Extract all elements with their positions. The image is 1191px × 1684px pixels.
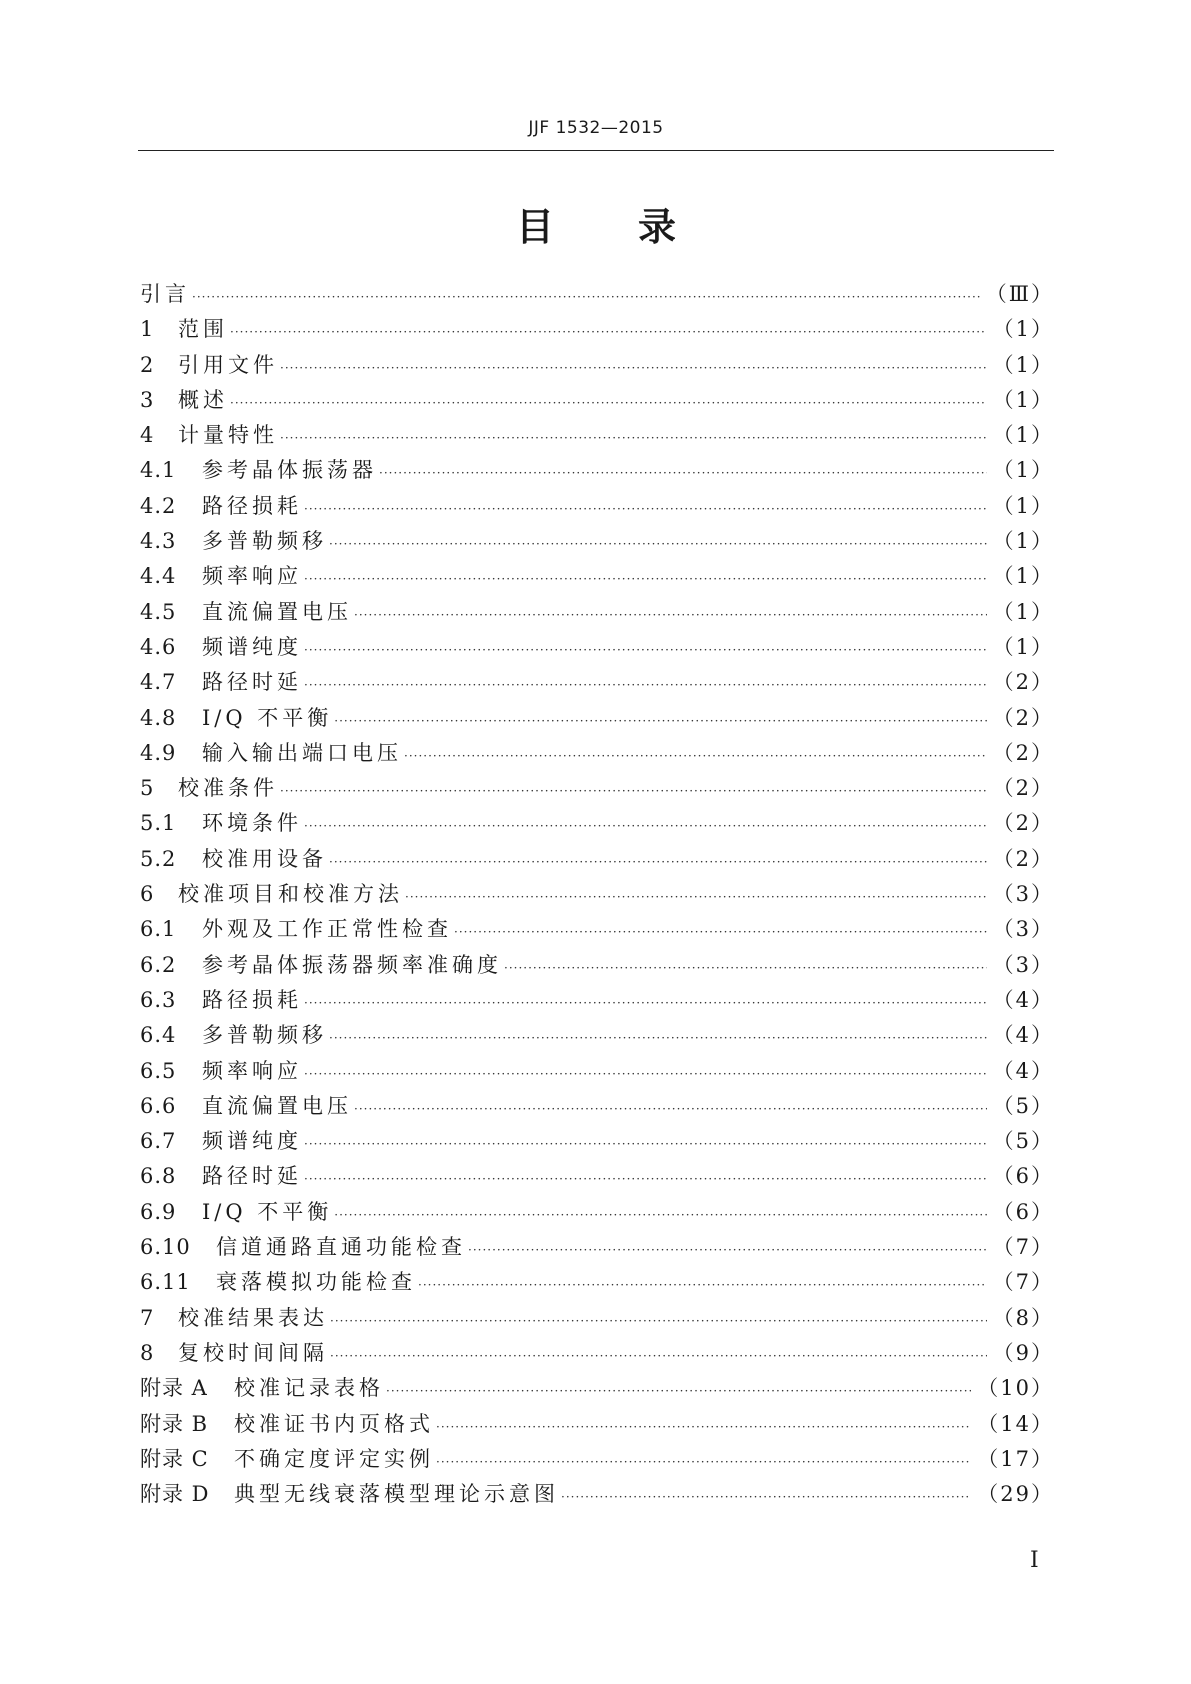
toc-entry[interactable]	[140, 1090, 1054, 1125]
toc-entry[interactable]	[140, 1125, 1054, 1160]
toc-entry-number: 6.1	[140, 917, 177, 942]
toc-dot-leader	[230, 325, 987, 339]
toc-entry-label: 频谱纯度	[202, 634, 302, 659]
toc-entry-number: 7	[140, 1305, 155, 1330]
toc-entry-number: 6.11	[140, 1270, 191, 1295]
toc-title-char-2: 录	[638, 205, 677, 249]
toc-entry[interactable]	[140, 1478, 1054, 1513]
toc-entry-page: （1）	[992, 423, 1054, 448]
toc-entry-label: 参考晶体振荡器频率准确度	[202, 952, 502, 977]
toc-entry-label: 参考晶体振荡器	[202, 458, 377, 483]
toc-entry-page: （5）	[992, 1129, 1054, 1154]
toc-entry-page: （2）	[992, 670, 1054, 695]
toc-entry-label: 范围	[178, 317, 228, 342]
toc-entry-page: （4）	[992, 1058, 1054, 1083]
toc-entry-page: （1）	[992, 387, 1054, 412]
toc-entry-label: 校准结果表达	[178, 1305, 328, 1330]
toc-entry-label: I/Q 不平衡	[202, 1199, 333, 1224]
toc-entry[interactable]	[140, 631, 1054, 666]
toc-entry-page: （1）	[992, 564, 1054, 589]
toc-entry-number: 6.9	[140, 1199, 177, 1224]
toc-dot-leader	[334, 714, 986, 728]
toc-entry-number: 6	[140, 882, 155, 907]
toc-dot-leader	[330, 1314, 987, 1328]
toc-entry-label: 多普勒频移	[202, 529, 327, 554]
toc-entry-page: （4）	[992, 1023, 1054, 1048]
header-rule	[138, 150, 1054, 151]
toc-entry-number: 8	[140, 1340, 155, 1365]
toc-entry-label: 外观及工作正常性检查	[202, 917, 452, 942]
toc-entry-page: （1）	[992, 599, 1054, 624]
toc-dot-leader	[192, 290, 980, 304]
toc-entry-label: 复校时间间隔	[178, 1340, 328, 1365]
toc-entry-page: （1）	[992, 634, 1054, 659]
toc-entry-label: 校准用设备	[202, 846, 327, 871]
toc-entry-label: I/Q 不平衡	[202, 705, 333, 730]
toc-entry-label: 环境条件	[202, 811, 302, 836]
toc-entry-label: 多普勒频移	[202, 1023, 327, 1048]
toc-entry[interactable]	[140, 772, 1054, 807]
toc-entry-label: 概述	[178, 387, 228, 412]
toc-dot-leader	[304, 819, 987, 833]
toc-entry-number: 3	[140, 387, 155, 412]
toc-entry-label: 输入输出端口电压	[202, 740, 402, 765]
toc-entry-label: 不确定度评定实例	[234, 1446, 434, 1471]
toc-entry-number: 5	[140, 776, 155, 801]
toc-dot-leader	[230, 396, 987, 410]
toc-title-char-1: 目	[515, 205, 554, 249]
toc-entry-number: 附录 C	[140, 1446, 209, 1471]
toc-dot-leader	[405, 890, 987, 904]
toc-entry-label: 路径损耗	[202, 987, 302, 1012]
toc-entry-label: 路径时延	[202, 1164, 302, 1189]
toc-entry-number: 6.4	[140, 1023, 177, 1048]
toc-dot-leader	[468, 1243, 987, 1257]
toc-dot-leader	[436, 1420, 971, 1434]
toc-entry[interactable]	[140, 419, 1054, 454]
toc-entry-page: （2）	[992, 705, 1054, 730]
toc-dot-leader	[304, 1172, 987, 1186]
toc-entry-page: （7）	[992, 1235, 1054, 1260]
toc-entry-number: 6.3	[140, 987, 177, 1012]
toc-entry-label: 频谱纯度	[202, 1129, 302, 1154]
toc-entry-number: 4.8	[140, 705, 177, 730]
toc-entry-label: 衰落模拟功能检查	[216, 1270, 416, 1295]
toc-dot-leader	[304, 996, 987, 1010]
toc-entry-number: 6.2	[140, 952, 177, 977]
toc-entry-number: 6.5	[140, 1058, 177, 1083]
toc-entry-label: 路径损耗	[202, 493, 302, 518]
toc-dot-leader	[354, 1102, 987, 1116]
toc-entry-page: （14）	[977, 1411, 1054, 1436]
toc-entry[interactable]	[140, 384, 1054, 419]
toc-entry[interactable]	[140, 1160, 1054, 1195]
toc-dot-leader	[329, 1031, 987, 1045]
toc-entry-label: 引用文件	[178, 352, 278, 377]
toc-entry-page: （10）	[977, 1376, 1054, 1401]
toc-dot-leader	[354, 608, 987, 622]
toc-entry[interactable]	[140, 807, 1054, 842]
toc-dot-leader	[386, 1384, 971, 1398]
toc-entry-number: 4.4	[140, 564, 177, 589]
toc-entry-label: 典型无线衰落模型理论示意图	[234, 1482, 559, 1507]
toc-entry-label: 校准项目和校准方法	[178, 882, 403, 907]
toc-dot-leader	[304, 678, 987, 692]
toc-dot-leader	[329, 537, 987, 551]
toc-entry-page: （6）	[992, 1164, 1054, 1189]
toc-entry[interactable]	[140, 490, 1054, 525]
toc-dot-leader	[304, 1067, 987, 1081]
toc-entry-label: 校准记录表格	[234, 1376, 384, 1401]
toc-entry-number: 5.1	[140, 811, 177, 836]
toc-entry[interactable]	[140, 349, 1054, 384]
toc-entry-label: 信道通路直通功能检查	[216, 1235, 466, 1260]
toc-entry[interactable]	[140, 666, 1054, 701]
toc-entry[interactable]	[140, 984, 1054, 1019]
toc-entry[interactable]	[140, 525, 1054, 560]
toc-entry-label: 频率响应	[202, 1058, 302, 1083]
toc-dot-leader	[304, 1137, 987, 1151]
toc-entry-number: 4	[140, 423, 155, 448]
toc-entry-page: （1）	[992, 458, 1054, 483]
toc-entry[interactable]	[140, 949, 1054, 984]
toc-entry-label: 计量特性	[178, 423, 278, 448]
toc-entry-number: 附录 B	[140, 1411, 209, 1436]
toc-entry[interactable]	[140, 1055, 1054, 1090]
toc-entry[interactable]	[140, 1372, 1054, 1407]
toc-entry[interactable]	[140, 1337, 1054, 1372]
toc-entry[interactable]	[140, 454, 1054, 489]
toc-entry-label: 引言	[140, 282, 190, 306]
toc-entry[interactable]	[140, 737, 1054, 772]
toc-entry[interactable]	[140, 278, 1054, 313]
toc-entry[interactable]	[140, 702, 1054, 737]
page-number: Ⅰ	[1030, 1548, 1039, 1573]
toc-entry-number: 6.6	[140, 1093, 177, 1118]
toc-entry-number: 4.9	[140, 740, 177, 765]
toc-entry-page: （3）	[992, 952, 1054, 977]
toc-entry[interactable]	[140, 1231, 1054, 1266]
toc-entry[interactable]	[140, 878, 1054, 913]
toc-dot-leader	[304, 502, 987, 516]
toc-entry-number: 4.3	[140, 529, 177, 554]
toc-entry-label: 直流偏置电压	[202, 1093, 352, 1118]
toc-entry-page: （8）	[992, 1305, 1054, 1330]
toc-dot-leader	[436, 1455, 971, 1469]
toc-entry[interactable]	[140, 313, 1054, 348]
toc-entry-page: （2）	[992, 776, 1054, 801]
toc-dot-leader	[330, 1349, 987, 1363]
toc-entry[interactable]	[140, 1302, 1054, 1337]
toc-entry-number: 6.10	[140, 1235, 191, 1260]
toc-entry-label: 路径时延	[202, 670, 302, 695]
toc-entry[interactable]	[140, 913, 1054, 948]
toc-entry-number: 5.2	[140, 846, 177, 871]
document-code-header: JJF 1532—2015	[528, 118, 664, 138]
toc-entry[interactable]	[140, 596, 1054, 631]
toc-dot-leader	[280, 431, 987, 445]
toc-dot-leader	[334, 1208, 986, 1222]
toc-entry-page: （4）	[992, 987, 1054, 1012]
toc-entry-page: （Ⅲ）	[985, 282, 1054, 306]
toc-entry-page: （29）	[977, 1482, 1054, 1507]
toc-dot-leader	[404, 749, 987, 763]
toc-entry-label: 频率响应	[202, 564, 302, 589]
toc-dot-leader	[379, 466, 987, 480]
toc-entry[interactable]	[140, 1196, 1054, 1231]
toc-dot-leader	[561, 1490, 971, 1504]
toc-entry-page: （9）	[992, 1340, 1054, 1365]
toc-entry-number: 4.1	[140, 458, 177, 483]
toc-dot-leader	[280, 784, 987, 798]
toc-entry-page: （1）	[992, 352, 1054, 377]
toc-entry-number: 6.8	[140, 1164, 177, 1189]
toc-entry[interactable]	[140, 1266, 1054, 1301]
toc-dot-leader	[304, 643, 987, 657]
toc-entry-page: （7）	[992, 1270, 1054, 1295]
toc-title	[138, 196, 1054, 251]
table-of-contents	[140, 278, 1054, 1513]
toc-dot-leader	[504, 961, 987, 975]
toc-entry-number: 4.7	[140, 670, 177, 695]
toc-entry-number: 6.7	[140, 1129, 177, 1154]
toc-entry[interactable]	[140, 1408, 1054, 1443]
toc-entry-number: 4.6	[140, 634, 177, 659]
toc-entry-page: （3）	[992, 882, 1054, 907]
toc-entry-label: 校准证书内页格式	[234, 1411, 434, 1436]
toc-entry[interactable]	[140, 560, 1054, 595]
toc-entry-number: 4.2	[140, 493, 177, 518]
toc-dot-leader	[304, 572, 987, 586]
toc-dot-leader	[454, 925, 987, 939]
toc-entry[interactable]	[140, 1019, 1054, 1054]
toc-entry-page: （2）	[992, 740, 1054, 765]
toc-entry-number: 附录 A	[140, 1376, 208, 1401]
toc-entry-page: （1）	[992, 529, 1054, 554]
toc-dot-leader	[418, 1278, 987, 1292]
toc-entry-page: （5）	[992, 1093, 1054, 1118]
toc-entry-page: （6）	[992, 1199, 1054, 1224]
toc-entry-page: （17）	[977, 1446, 1054, 1471]
toc-entry-label: 直流偏置电压	[202, 599, 352, 624]
toc-entry-page: （2）	[992, 811, 1054, 836]
toc-entry-label: 校准条件	[178, 776, 278, 801]
toc-entry-number: 2	[140, 352, 155, 377]
toc-dot-leader	[329, 855, 987, 869]
toc-entry-number: 附录 D	[140, 1482, 210, 1507]
toc-entry-page: （3）	[992, 917, 1054, 942]
toc-entry[interactable]	[140, 1443, 1054, 1478]
toc-dot-leader	[280, 361, 987, 375]
toc-entry-page: （1）	[992, 493, 1054, 518]
toc-entry[interactable]	[140, 843, 1054, 878]
toc-entry-number: 1	[140, 317, 155, 342]
toc-entry-page: （2）	[992, 846, 1054, 871]
toc-entry-number: 4.5	[140, 599, 177, 624]
toc-entry-page: （1）	[992, 317, 1054, 342]
